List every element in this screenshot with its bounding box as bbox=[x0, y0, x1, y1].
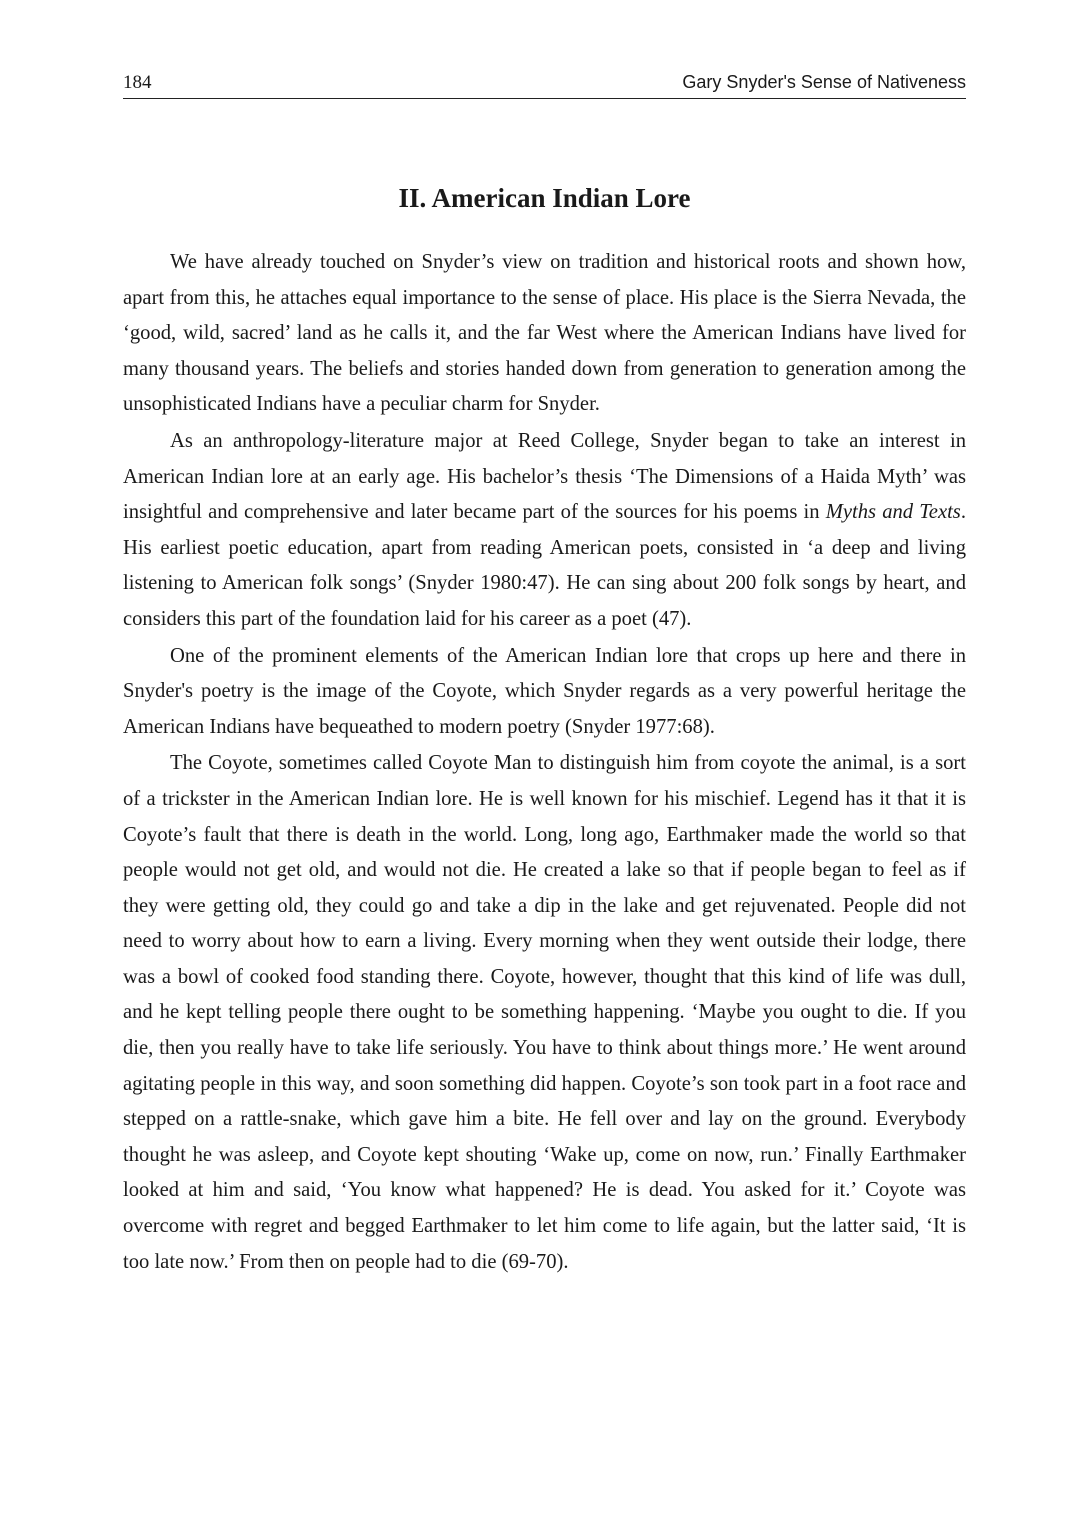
paragraph-3: One of the prominent elements of the American Indian lore that crops up here and there in Snyder's poetry is the image of the Coyote, which Snyder regards as a very powerful heritage the American Indians have bequeathed to modern poetry (Snyder 1977:68). bbox=[123, 644, 966, 738]
paragraph-4: The Coyote, sometimes called Coyote Man to distinguish him from coyote the animal, is a sort of a trickster in the American Indian lore. He is well known for his mischief. Legend has it that it is Coyote’s fault that there is death in the world. Long, long ago, Earthmaker made the world so that people would not get old, and would not die. He created a lake so that if people began to feel as if they were getting old, they could go and take a dip in the lake and get rejuvenated. People did not need to worry about how to earn a living. Every morning when they went outside their lodge, there was a bowl of cooked food standing there. Coyote, however, thought that this kind of life was dull, and he kept telling people there ought to be something happening. ‘Maybe you ought to die. If you die, then you really have to take life seriously. You have to think about things more.’ He went around agitating people in this way, and soon something did happen. Coyote’s son took part in a foot race and stepped on a rattle-snake, which gave him a bite. He fell over and lay on the ground. Everybody thought he was asleep, and Coyote kept shouting ‘Wake up, come on now, run.’ Finally Earthmaker looked at him and said, ‘You know what happened? He is dead. You asked for it.’ Coyote was overcome with regret and begged Earthmaker to let him come to life again, but the latter said, ‘It is too late now.’ From then on people had to die (69-70). bbox=[123, 752, 966, 1273]
page-number: 184 bbox=[123, 72, 152, 93]
paragraph-1: We have already touched on Snyder’s view on tradition and historical roots and shown how, apart from this, he attaches equal importance to the sense of place. His place is the Sierra Nevada, the ‘good, wild, sacred’ land as he calls it, and the far West where the American Indians have lived for many thousand years. The beliefs and stories handed down from generation to generation among the unsophisticated Indians have a peculiar charm for Snyder. bbox=[123, 251, 966, 416]
section-title: II. American Indian Lore bbox=[398, 183, 691, 213]
paragraph-2-after: . His earliest poetic education, apart from reading American poets, consisted in ‘a deep and living listening to American folk songs’ (Snyder 1980:47). He can sing about 200 folk songs by heart, and considers this part of the foundation laid for his career as a poet (47). bbox=[123, 501, 966, 630]
page-header bbox=[123, 72, 966, 99]
paragraph-2 bbox=[123, 424, 966, 638]
running-title: Gary Snyder's Sense of Nativeness bbox=[682, 72, 966, 92]
body-text bbox=[123, 245, 966, 1280]
book-title-myths-and-texts: Myths and Texts bbox=[825, 501, 961, 524]
paragraph-2-before: As an anthropology-literature major at Reed College, Snyder began to take an interest in American Indian lore at an early age. His bachelor’s thesis ‘The Dimensions of a Haida Myth’ was insightful and comprehensive and later became part of the sources for his poems in bbox=[123, 429, 966, 524]
